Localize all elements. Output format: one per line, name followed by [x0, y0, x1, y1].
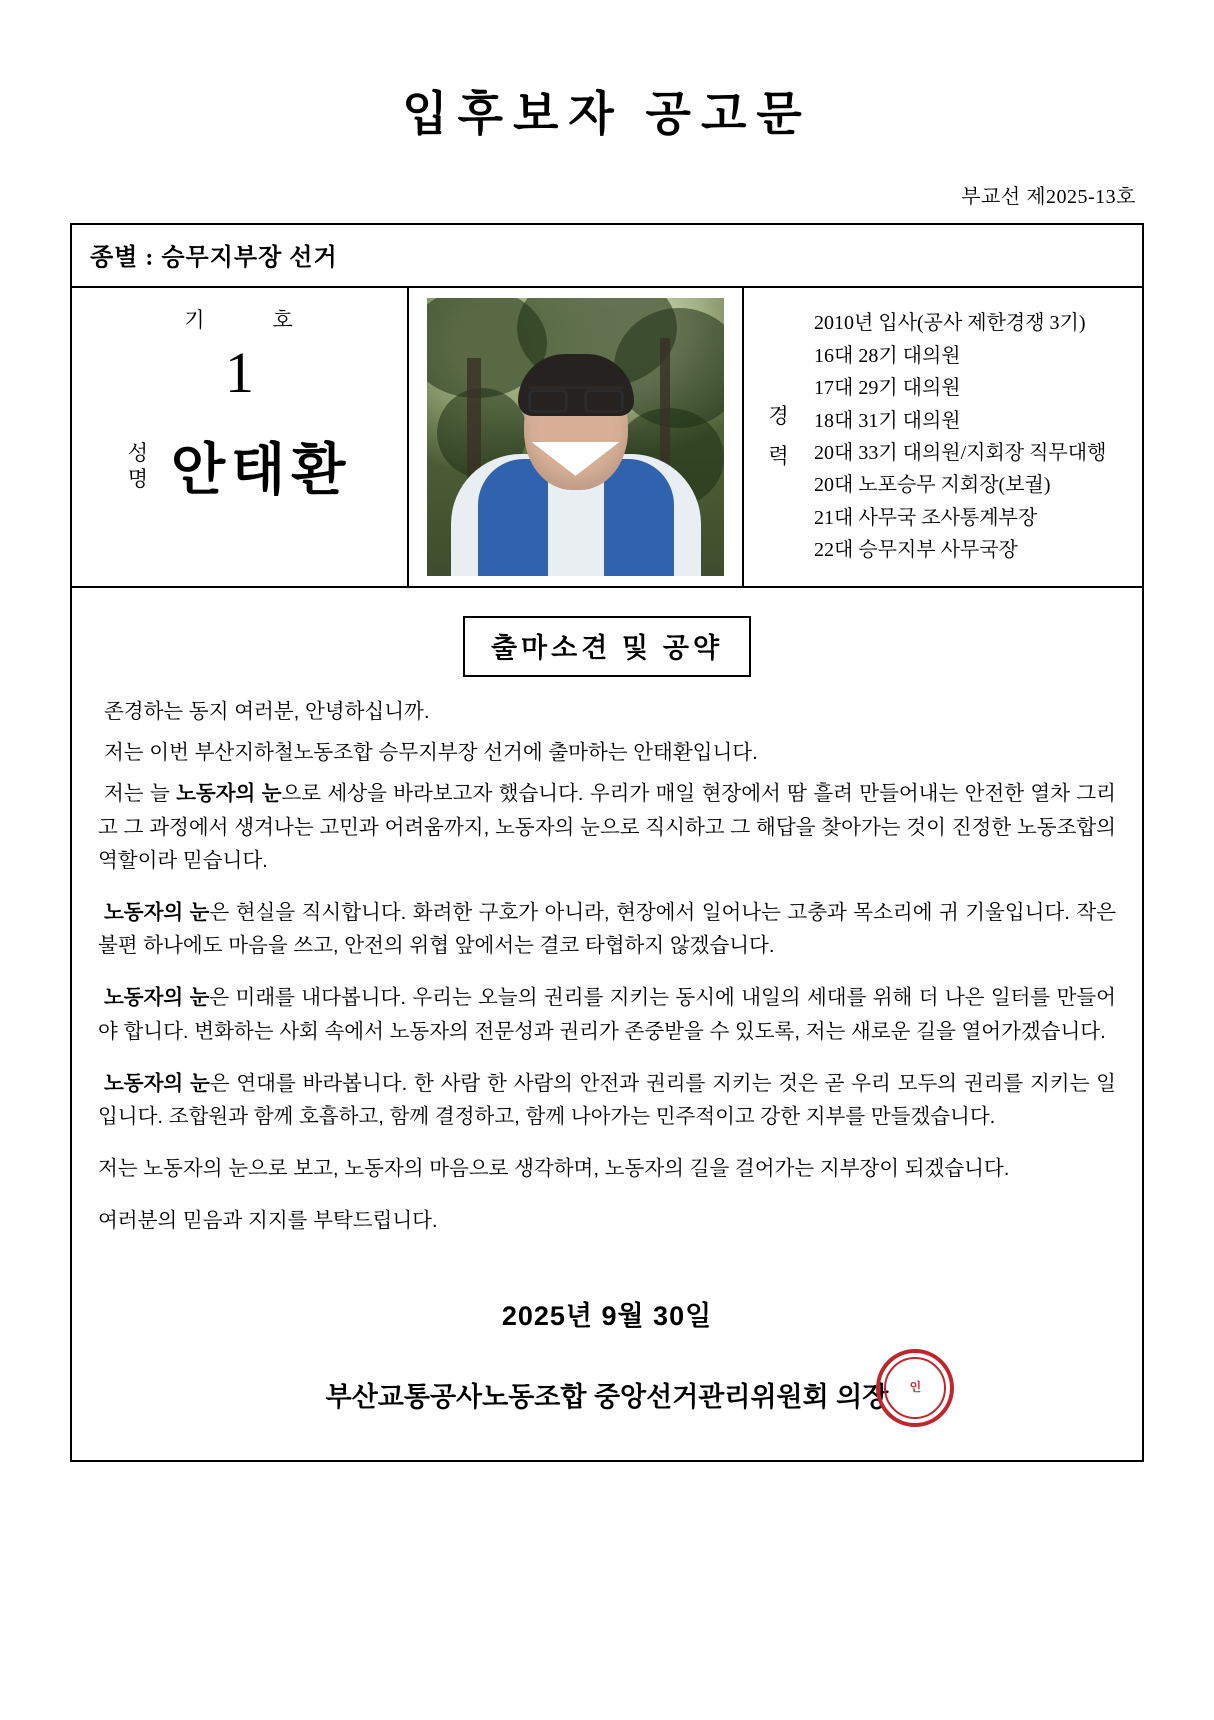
statement-heading: 출마소견 및 공약 [463, 616, 751, 677]
paragraph-after: 으로 세상을 바라보고자 했습니다. 우리가 매일 현장에서 땀 흘려 만들어내는 안전한 열차 그리고 그 과정에서 생겨나는 고민과 어려움까지, 노동자의 눈으로 직시하고 그 해답을 찾아가는 것이 진정한 노동조합의 역할이라 믿습니다. [98, 782, 1116, 872]
paragraph-highlight: 노동자의 눈 [104, 901, 210, 925]
official-seal-icon [876, 1349, 954, 1427]
signature-block [98, 1294, 1116, 1460]
label-ho: 호 [272, 308, 295, 332]
paragraph-after: 은 미래를 내다봅니다. 우리는 오늘의 권리를 지키는 동시에 내일의 세대를 위해 더 나은 일터를 만들어야 합니다. 변화하는 사회 속에서 노동자의 전문성과 권리가 존중받을 수 있도록, 저는 새로운 길을 열어가겠습니다. [98, 986, 1116, 1043]
career-list [814, 307, 1142, 566]
paragraph-after: 은 연대를 바라봅니다. 한 사람 한 사람의 안전과 권리를 지키는 것은 곧 우리 모두의 권리를 지키는 일입니다. 조합원과 함께 호흡하고, 함께 결정하고, 함께 나아가는 민주적이고 강한 지부를 만들겠습니다. [98, 1071, 1116, 1129]
candidate-name: 안태환 [171, 440, 352, 502]
notice-frame [70, 223, 1144, 1462]
paragraph-after: 은 현실을 직시합니다. 화려한 구호가 아니라, 현장에서 일어나는 고충과 목소리에 귀 기울입니다. 작은 불편 하나에도 마음을 쓰고, 안전의 위협 앞에서는 결코 타협하지 않겠습니다. [98, 901, 1116, 958]
statement-paragraph: 존경하는 동지 여러분, 안녕하십니까. [104, 700, 430, 723]
career-item: 20대 노포승무 지회장(보궐) [814, 474, 1051, 497]
page-title: 입후보자 공고문 [402, 89, 812, 141]
career-item: 16대 28기 대의원 [814, 344, 961, 367]
career-label-line1: 경 [768, 404, 790, 429]
candidate-career [744, 288, 1142, 586]
election-category: 종별 : 승무지부장 선거 [72, 225, 1142, 288]
organization-name: 부산교통공사노동조합 중앙선거관리위원회 의장 [325, 1381, 889, 1412]
statement-body [98, 695, 1116, 1238]
name-label [128, 440, 149, 493]
statement-paragraph [98, 777, 1116, 877]
statement-paragraph [98, 981, 1116, 1047]
glasses-icon [528, 386, 624, 406]
candidate-number: 1 [225, 340, 254, 405]
statement-paragraph: 여러분의 믿음과 지지를 부탁드립니다. [98, 1209, 438, 1233]
career-label [744, 397, 814, 477]
document-number: 부교선 제2025-13호 [961, 186, 1136, 208]
career-item: 18대 31기 대의원 [814, 409, 961, 432]
candidate-row [72, 288, 1142, 588]
statement-section [72, 588, 1142, 1460]
name-label-line1: 성 [127, 440, 149, 465]
candidate-name-row [72, 426, 407, 506]
statement-paragraph [98, 896, 1116, 962]
signature-organization [325, 1375, 922, 1460]
career-item: 17대 29기 대의원 [814, 377, 961, 400]
seal-text: 인 [884, 1357, 946, 1419]
number-labels [72, 288, 407, 334]
signature-date: 2025년 9월 30일 [501, 1300, 713, 1331]
career-item: 20대 33기 대의원/지회장 직무대행 [814, 442, 1107, 464]
career-item: 22대 승무지부 사무국장 [814, 539, 1018, 562]
label-gi: 기 [184, 308, 207, 332]
paragraph-highlight: 노동자의 눈 [176, 782, 282, 806]
candidate-photo [427, 298, 724, 576]
name-label-line2: 명 [127, 467, 149, 491]
candidate-identity [72, 288, 409, 586]
paragraph-before: 저는 늘 [104, 782, 177, 806]
career-label-line2: 력 [768, 444, 790, 468]
statement-paragraph: 저는 이번 부산지하철노동조합 승무지부장 선거에 출마하는 안태환입니다. [104, 741, 758, 765]
statement-heading-wrap [98, 616, 1116, 677]
statement-paragraph [98, 1067, 1116, 1133]
statement-paragraph: 저는 노동자의 눈으로 보고, 노동자의 마음으로 생각하며, 노동자의 길을 걸어가는 지부장이 되겠습니다. [98, 1157, 1010, 1181]
career-item: 2010년 입사(공사 제한경쟁 3기) [814, 312, 1086, 335]
candidate-photo-cell [409, 288, 744, 586]
paragraph-highlight: 노동자의 눈 [104, 1071, 210, 1095]
career-item: 21대 사무국 조사통계부장 [814, 506, 1038, 529]
paragraph-highlight: 노동자의 눈 [104, 986, 210, 1010]
